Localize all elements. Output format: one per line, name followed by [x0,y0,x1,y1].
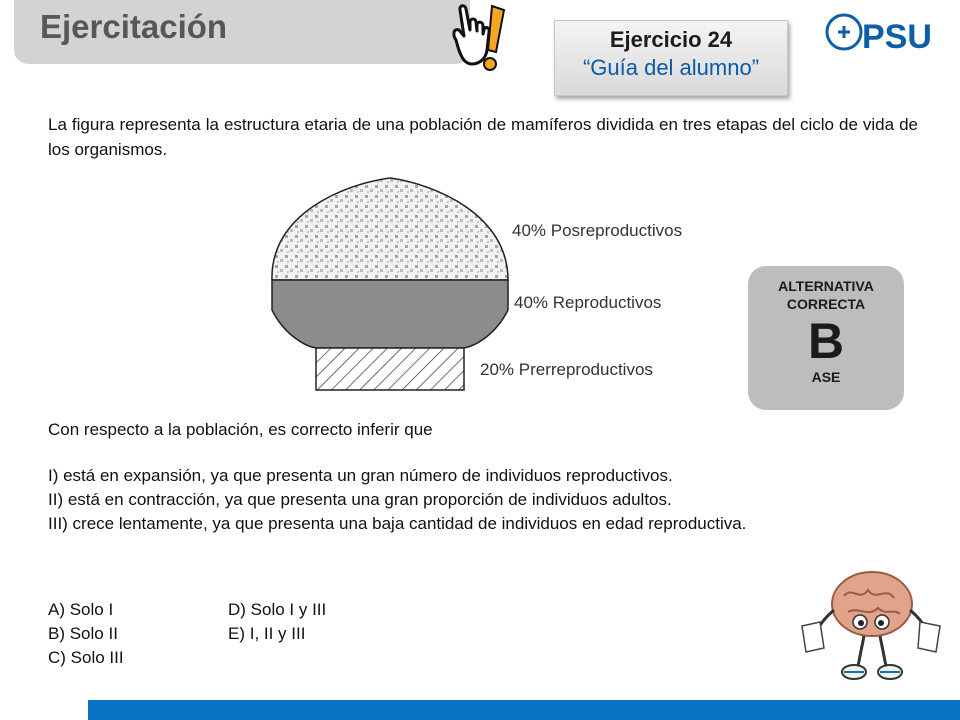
option-e: E) I, II y III [228,624,306,643]
statement-3: III) crece lentamente, ya que presenta una baja cantidad de individuos en edad reproductiva. [48,514,747,533]
option-b: B) Solo II [48,624,118,643]
bottom-accent-bar [88,700,960,720]
exercise-number: Ejercicio 24 [609,27,733,52]
logo-text: PSU [862,18,932,56]
answer-label-line1: ALTERNATIVA [778,278,874,294]
answer-skill: ASE [811,369,841,385]
prereproductive-label: 20% Prerreproductivos [480,360,653,379]
option-d: D) Solo I y III [228,600,327,619]
option-c: C) Solo III [48,648,124,667]
answer-label-line2: CORRECTA [786,296,866,312]
psu-logo [822,8,938,58]
answer-letter: B [807,313,845,369]
question-block [48,418,918,536]
reproductive-layer [272,280,508,348]
statement-1: I) está en expansión, ya que presenta un gran número de individuos reproductivos. [48,466,673,485]
pointing-hand-exclamation-icon [446,0,508,80]
posreproductive-label: 40% Posreproductivos [512,221,683,240]
reproductive-label: 40% Reproductivos [514,293,662,312]
prereproductive-layer [316,348,464,390]
age-structure-figure [264,174,704,394]
exercise-box [554,20,788,96]
question-stem: Con respecto a la población, es correcto inferir que [48,420,433,439]
statement-2: II) está en contracción, ya que presenta una gran proporción de individuos adultos. [48,490,672,509]
posreproductive-layer [272,178,508,280]
brain-mascot-icon [798,566,946,688]
option-a: A) Solo I [48,600,114,619]
exercise-source: “Guía del alumno” [582,55,760,80]
intro-paragraph: La figura representa la estructura etaria de una población de mamíferos dividida en tres etapas del ciclo de vida de los organismos. [48,115,918,159]
page-title: Ejercitación [40,8,228,45]
correct-answer-box [748,266,904,410]
